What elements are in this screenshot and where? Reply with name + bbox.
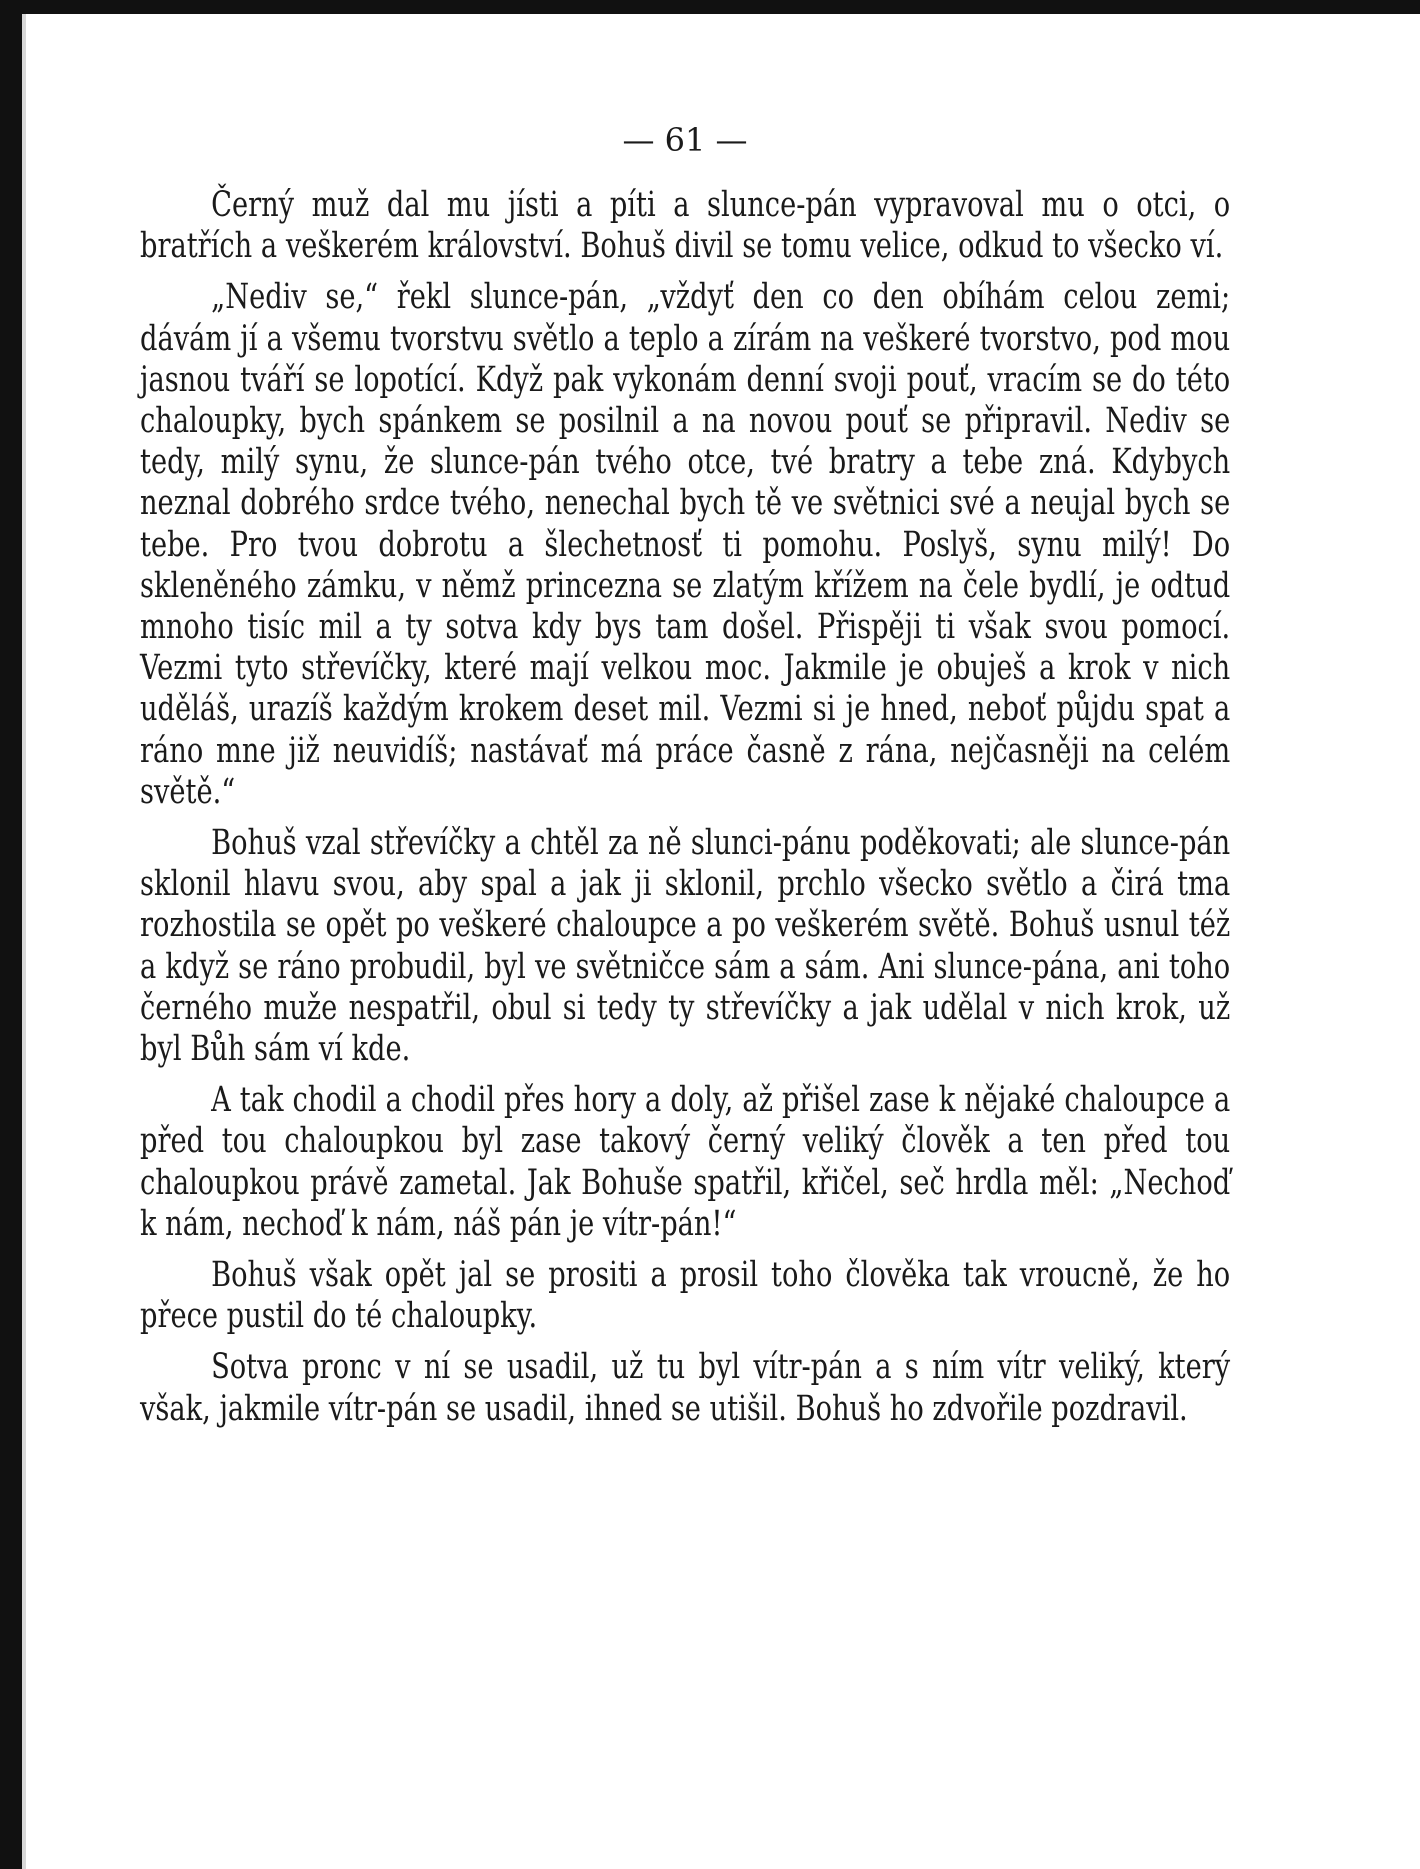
- paragraph-6: Sotva pronc v ní se usadil, už tu byl vítr-pán a s ním vítr veliký, který však, jakmile vítr-pán se usadil, ihned se utišil. Bohuš ho zdvořile pozdravil.: [140, 1347, 1231, 1429]
- scan-left-edge: [0, 0, 22, 1869]
- paragraph-2: „Nediv se,“ řekl slunce-pán, „vždyť den co den obíhám celou zemi; dávám jí a všemu tvorstvu světlo a teplo a zírám na veškeré tvorstvo, pod mou jasnou tváří se lopotící. Když pak vykonám denní svoji pouť, vracím se do této chaloupky, bych spánkem se posilnil a na novou pouť se připravil. Nediv se tedy, milý synu, že slunce-pán tvého otce, tvé bratry a tebe zná. Kdybych neznal dobrého srdce tvého, nenechal bych tě ve světnici své a neujal bych se tebe. Pro tvou dobrotu a šlechetnosť ti pomohu. Poslyš, synu milý! Do skleněného zámku, v němž princezna se zlatým křížem na čele bydlí, je odtud mnoho tisíc mil a ty sotva kdy bys tam došel. Přispěji ti však svou pomocí. Vezmi tyto střevíčky, které mají velkou moc. Jakmile je obuješ a krok v nich uděláš, urazíš každým krokem deset mil. Vezmi si je hned, neboť půjdu spat a ráno mne již neuvidíš; nastávať má práce časně z rána, nejčasněji na celém světě.“: [140, 277, 1231, 812]
- paragraph-3: Bohuš vzal střevíčky a chtěl za ně slunci-pánu poděkovati; ale slunce-pán sklonil hlavu svou, aby spal a jak ji sklonil, prchlo všecko světlo a čirá tma rozhostila se opět po veškeré chaloupce a po veškerém světě. Bohuš usnul též a když se ráno probudil, byl ve světničce sám a sám. Ani slunce-pána, ani toho černého muže nespatřil, obul si tedy ty střevíčky a jak udělal v nich krok, už byl Bůh sám ví kde.: [140, 823, 1231, 1070]
- page-number: — 61 —: [622, 121, 748, 159]
- scan-left-margin: [22, 14, 26, 1869]
- scan-top-edge: [0, 0, 1420, 14]
- paragraph-4: A tak chodil a chodil přes hory a doly, až přišel zase k nějaké chaloupce a před tou chaloupkou byl zase takový černý veliký člověk a ten před tou chaloupkou právě zametal. Jak Bohuše spatřil, křičel, seč hrdla měl: „Nechoď k nám, nechoď k nám, náš pán je vítr-pán!“: [140, 1080, 1231, 1244]
- paragraph-5: Bohuš však opět jal se prositi a prosil toho člověka tak vroucně, že ho přece pustil do té chaloupky.: [140, 1255, 1231, 1337]
- book-page: [140, 115, 1230, 1430]
- paragraph-1: Černý muž dal mu jísti a píti a slunce-pán vypravoval mu o otci, o bratřích a veškerém království. Bohuš divil se tomu velice, odkud to všecko ví.: [140, 185, 1231, 267]
